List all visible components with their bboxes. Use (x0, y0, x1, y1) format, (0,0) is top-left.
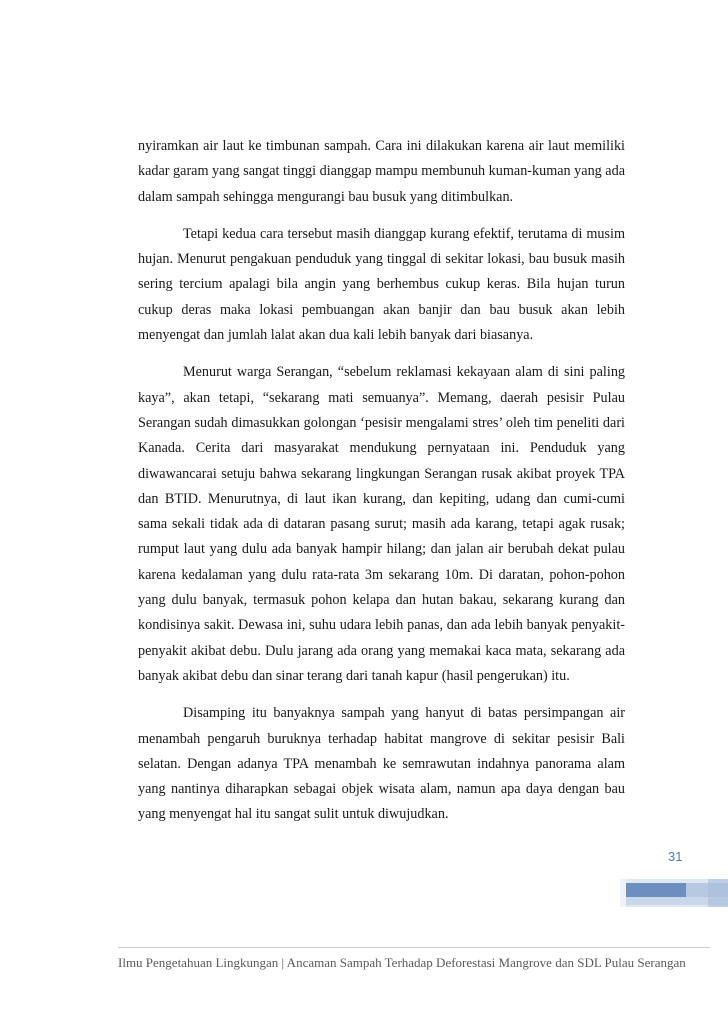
page-number: 31 (668, 849, 683, 864)
paragraph-4: Disamping itu banyaknya sampah yang hanyut di batas persimpangan air menambah pengaruh buruknya terhadap habitat mangrove di sekitar pesisir Bali selatan. Dengan adanya TPA menambah ke semrawutan indahnya panorama alam yang nantinya diharapkan sebagai objek wisata alam, namun apa daya dengan bau yang menyengat hal itu sangat sulit untuk diwujudkan. (138, 705, 625, 823)
footer-divider (118, 947, 710, 948)
paragraph-3: Menurut warga Serangan, “sebelum reklamasi kekayaan alam di sini paling kaya”, akan tetapi, “sekarang mati semuanya”. Memang, daerah pesisir Pulau Serangan sudah dimasukkan golongan ‘pesisir mengalami stres’ oleh tim peneliti dari Kanada. Cerita dari masyarakat mendukung pernyataan ini. Penduduk yang diwawancarai setuju bahwa sekarang lingkungan Serangan rusak akibat proyek TPA dan BTID. Menurutnya, di laut ikan kurang, dan kepiting, udang dan cumi-cumi sama sekali tidak ada di dataran pasang surut; masih ada karang, tetapi agak rusak; rumput laut yang dulu ada banyak hampir hilang; dan jalan air berubah dekat pulau karena kedalaman yang dulu rata-rata 3m sekarang 10m. Di daratan, pohon-pohon yang dulu banyak, termasuk pohon kelapa dan hutan bakau, sekarang kurang dan kondisinya sakit. Dewasa ini, suhu udara lebih panas, dan ada lebih banyak penyakit-penyakit akibat debu. Dulu jarang ada orang yang memakai kaca mata, sekarang ada banyak akibat debu dan sinar terang dari tanah kapur (hasil pengerukan) itu. (138, 364, 625, 684)
page-tab-decoration (620, 877, 728, 909)
paragraph-1: nyiramkan air laut ke timbunan sampah. Cara ini dilakukan karena air laut memiliki kadar garam yang sangat tinggi dianggap mampu membunuh kuman-kuman yang ada dalam sampah sehingga mengurangi bau busuk yang ditimbulkan. (138, 138, 625, 205)
footer-text: Ilmu Pengetahuan Lingkungan | Ancaman Sampah Terhadap Deforestasi Mangrove dan SDL Pulau Serangan (118, 955, 686, 970)
paragraph-2: Tetapi kedua cara tersebut masih dianggap kurang efektif, terutama di musim hujan. Menurut pengakuan penduduk yang tinggal di sekitar lokasi, bau busuk masih sering tercium apalagi bila angin yang berhembus cukup keras. Bila hujan turun cukup deras maka lokasi pembuangan akan banjir dan bau busuk akan lebih menyengat dan jumlah lalat akan dua kali lebih banyak dari biasanya. (138, 225, 625, 344)
body-text (138, 134, 625, 828)
